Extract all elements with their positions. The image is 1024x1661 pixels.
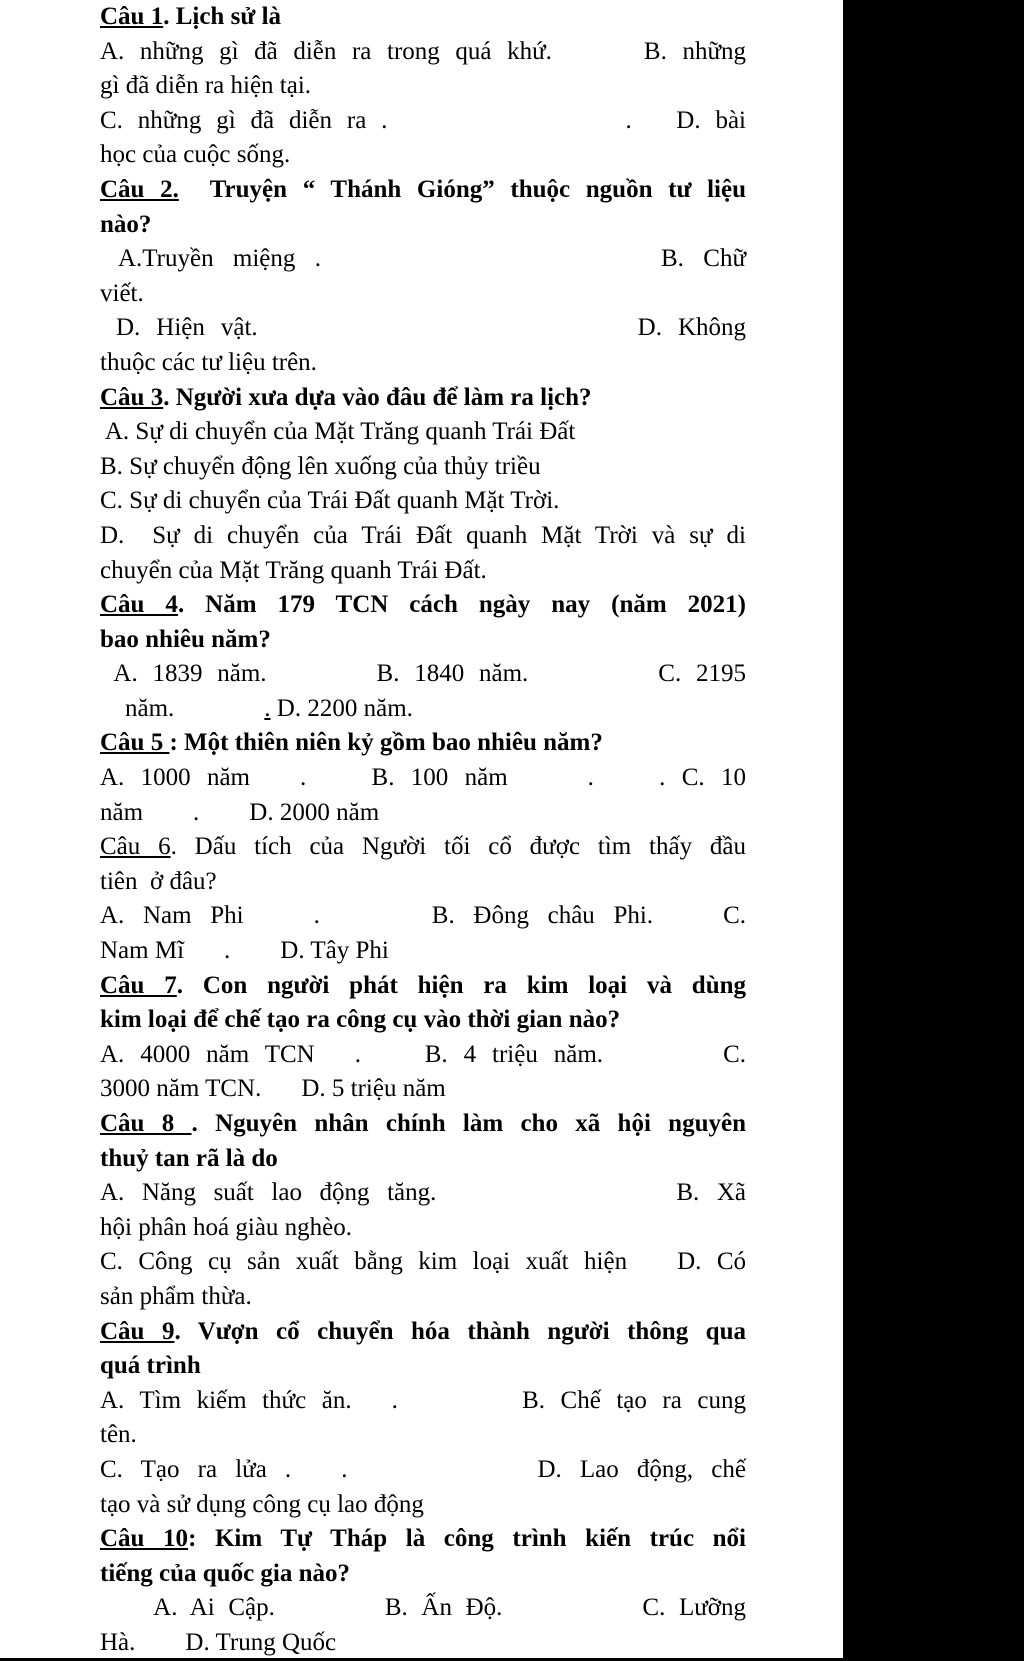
text-segment: A. Sự di chuyển của Mặt Trăng quanh Trái Đất bbox=[100, 418, 576, 446]
text-segment: 3000 năm TCN. bbox=[100, 1075, 262, 1103]
text-segment: năm bbox=[100, 798, 144, 826]
quiz-text bbox=[100, 0, 746, 1661]
text-segment: A. Tìm kiếm thức ăn. bbox=[100, 1386, 352, 1414]
text-segment: Nam Mĩ bbox=[100, 937, 185, 965]
text-segment: . Người xưa dựa vào đâu để làm ra lịch? bbox=[163, 383, 592, 411]
text-segment: A. những gì đã diễn ra trong quá khứ. bbox=[100, 37, 552, 65]
text-segment: C. những gì đã diễn ra . bbox=[100, 106, 388, 134]
question-label: Câu 2. bbox=[100, 175, 179, 203]
text-line bbox=[100, 830, 746, 865]
text-line bbox=[100, 415, 746, 450]
text-line bbox=[100, 692, 746, 727]
text-line bbox=[100, 1176, 746, 1211]
text-line bbox=[100, 865, 746, 900]
text-line bbox=[100, 1072, 746, 1107]
text-line bbox=[100, 588, 746, 623]
text-segment: : Kim Tự Tháp là công trình kiến trúc nổi bbox=[188, 1525, 746, 1553]
text-segment: . D. 2000 năm bbox=[193, 798, 380, 826]
text-line bbox=[100, 554, 746, 589]
text-line bbox=[100, 1349, 746, 1384]
text-segment: C. Sự di chuyển của Trái Đất quanh Mặt Trời. bbox=[100, 487, 560, 515]
text-line bbox=[100, 208, 746, 243]
text-segment: A. Nam Phi bbox=[100, 902, 244, 930]
text-segment: nào? bbox=[100, 210, 152, 238]
text-segment: . B. Chế tạo ra cung bbox=[391, 1386, 746, 1414]
question-label: Câu 7 bbox=[100, 971, 177, 999]
question-label: Câu 10 bbox=[100, 1525, 189, 1553]
question-label: . bbox=[264, 694, 271, 722]
text-line bbox=[100, 519, 746, 554]
text-segment: D. Trung Quốc bbox=[185, 1628, 337, 1656]
text-segment: B. Sự chuyển động lên xuống của thủy triều bbox=[100, 452, 541, 480]
text-line bbox=[100, 1280, 746, 1315]
text-segment: A. 1000 năm bbox=[100, 764, 250, 792]
text-line bbox=[100, 726, 746, 761]
text-line bbox=[100, 1107, 746, 1142]
text-line bbox=[100, 35, 746, 70]
text-segment: tạo và sử dụng công cụ lao động bbox=[100, 1490, 424, 1518]
text-line bbox=[100, 450, 746, 485]
text-segment: D. 5 triệu năm bbox=[301, 1075, 446, 1103]
text-segment: thuỷ tan rã là do bbox=[100, 1144, 278, 1172]
text-segment: D. Hiện vật. bbox=[100, 314, 258, 342]
text-segment: D. Sự di chuyển của Trái Đất quanh Mặt Trời và sự di bbox=[100, 521, 746, 549]
text-segment: tiên ở đâu? bbox=[100, 867, 217, 895]
text-line bbox=[100, 1245, 746, 1280]
question-label: Câu 5 bbox=[100, 729, 170, 757]
text-line bbox=[100, 1315, 746, 1350]
text-segment: . B. 4 triệu năm. bbox=[354, 1040, 604, 1068]
question-label: Câu 9 bbox=[100, 1317, 175, 1345]
text-segment: bao nhiêu năm? bbox=[100, 625, 271, 653]
text-segment: C. bbox=[723, 1040, 746, 1068]
text-segment: B. 1840 năm. bbox=[376, 660, 529, 688]
text-segment: tên. bbox=[100, 1421, 137, 1449]
text-segment: A. 1839 năm. bbox=[100, 660, 267, 688]
text-segment: C. 2195 bbox=[658, 660, 746, 688]
text-line bbox=[100, 1557, 746, 1592]
text-line bbox=[100, 1384, 746, 1419]
question-label: Câu 6 bbox=[100, 833, 171, 861]
text-segment: : Một thiên niên kỷ gồm bao nhiêu năm? bbox=[169, 729, 603, 757]
text-line bbox=[100, 0, 746, 35]
text-segment: A. Năng suất lao động tăng. bbox=[100, 1179, 437, 1207]
question-label: Câu 1 bbox=[100, 3, 164, 30]
text-line bbox=[100, 1142, 746, 1177]
text-segment: Hà. bbox=[100, 1628, 136, 1656]
text-line bbox=[100, 277, 746, 312]
text-line bbox=[100, 1418, 746, 1453]
text-line bbox=[100, 1211, 746, 1246]
text-line bbox=[100, 1003, 746, 1038]
text-line bbox=[100, 969, 746, 1004]
text-segment: tiếng của quốc gia nào? bbox=[100, 1559, 351, 1587]
text-segment: . Con người phát hiện ra kim loại và dùng bbox=[176, 971, 746, 999]
text-segment: B. Chữ bbox=[661, 245, 746, 273]
text-segment: Truyện “ Thánh Gióng” thuộc nguồn tư liệu bbox=[178, 175, 746, 203]
text-segment: . B. Đông châu Phi. bbox=[313, 902, 654, 930]
text-segment: B. những bbox=[643, 37, 746, 65]
text-segment: viết. bbox=[100, 279, 144, 307]
text-segment: quá trình bbox=[100, 1352, 201, 1380]
text-line bbox=[100, 69, 746, 104]
text-segment: A. Ai Cập. bbox=[100, 1594, 275, 1622]
text-line bbox=[100, 138, 746, 173]
text-line bbox=[100, 796, 746, 831]
text-segment: học của cuộc sống. bbox=[100, 141, 291, 169]
text-line bbox=[100, 1488, 746, 1523]
text-line bbox=[100, 173, 746, 208]
text-segment: D. Có bbox=[677, 1248, 746, 1276]
question-label: Câu 4 bbox=[100, 591, 178, 619]
text-segment: . Vượn cổ chuyển hóa thành người thông qua bbox=[174, 1317, 746, 1345]
text-segment: năm. bbox=[100, 694, 175, 722]
text-segment: . Năm 179 TCN cách ngày nay (năm 2021) bbox=[177, 591, 746, 619]
text-line bbox=[100, 381, 746, 416]
text-line bbox=[100, 242, 746, 277]
text-segment: gì đã diễn ra hiện tại. bbox=[100, 72, 312, 100]
text-segment: C. Công cụ sản xuất bằng kim loại xuất hiện bbox=[100, 1248, 628, 1276]
text-segment: chuyển của Mặt Trăng quanh Trái Đất. bbox=[100, 556, 487, 584]
text-segment: . Lịch sử là bbox=[163, 3, 282, 30]
text-line bbox=[100, 1522, 746, 1557]
text-segment: C. Lưỡng bbox=[642, 1594, 746, 1622]
text-line bbox=[100, 934, 746, 969]
text-line bbox=[100, 311, 746, 346]
text-line bbox=[100, 104, 746, 139]
text-line bbox=[100, 623, 746, 658]
text-segment: kim loại để chế tạo ra công cụ vào thời gian nào? bbox=[100, 1006, 621, 1034]
text-segment: C. bbox=[723, 902, 746, 930]
text-segment: . D. Tây Phi bbox=[224, 937, 389, 965]
text-segment: . bbox=[341, 1455, 348, 1483]
text-segment: . Dấu tích của Người tối cổ được tìm thấy đầu bbox=[170, 833, 746, 861]
text-segment: D. 2200 năm. bbox=[270, 694, 413, 722]
text-segment: A. 4000 năm TCN bbox=[100, 1040, 315, 1068]
text-segment: sản phẩm thừa. bbox=[100, 1282, 252, 1310]
text-segment: D. Không bbox=[637, 314, 746, 342]
question-label: Câu 3 bbox=[100, 383, 164, 411]
text-line bbox=[100, 1453, 746, 1488]
text-segment: hội phân hoá giàu nghèo. bbox=[100, 1213, 353, 1241]
text-segment: B. Xã bbox=[676, 1179, 746, 1207]
text-segment: C. Tạo ra lửa . bbox=[100, 1455, 292, 1483]
question-label: Câu 8 bbox=[100, 1110, 192, 1137]
text-segment: A.Truyền miệng . bbox=[100, 245, 321, 273]
text-line bbox=[100, 484, 746, 519]
text-segment: thuộc các tư liệu trên. bbox=[100, 348, 317, 376]
text-segment: . Nguyên nhân chính làm cho xã hội nguyên bbox=[191, 1110, 746, 1137]
text-segment: B. Ấn Độ. bbox=[384, 1594, 503, 1622]
text-line bbox=[100, 346, 746, 381]
text-line bbox=[100, 761, 746, 796]
text-line bbox=[100, 1591, 746, 1626]
text-line bbox=[100, 1626, 746, 1661]
text-segment: . . C. 10 bbox=[587, 764, 746, 792]
text-line bbox=[100, 657, 746, 692]
text-line bbox=[100, 1038, 746, 1073]
text-segment: D. Lao động, chế bbox=[537, 1455, 746, 1483]
text-segment: . D. bài bbox=[625, 106, 746, 134]
text-line bbox=[100, 899, 746, 934]
text-segment: . B. 100 năm bbox=[300, 764, 508, 792]
